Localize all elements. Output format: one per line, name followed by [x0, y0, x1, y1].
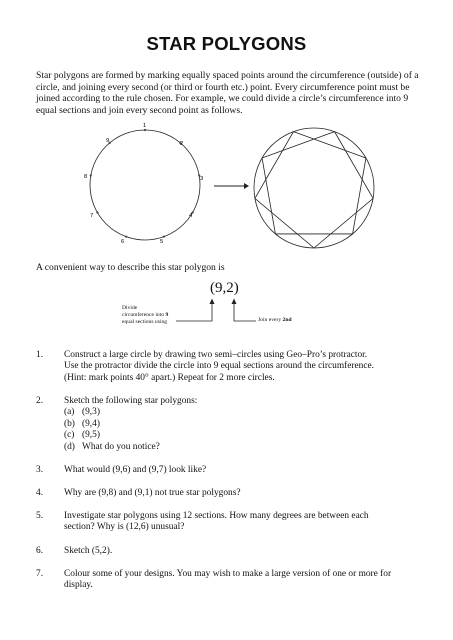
point-label-4: 4: [189, 213, 193, 219]
question-line: Why are (9,8) and (9,1) not true star polygons?: [64, 488, 241, 498]
notation: (9,2): [210, 280, 239, 296]
point-label-8: 8: [84, 174, 88, 180]
sub-question: (b) (9,4): [64, 418, 100, 429]
annotation-arrows: [176, 299, 256, 322]
divided-circle: [90, 130, 200, 240]
annotation-divide-text: circumference into: [122, 312, 166, 319]
annotation-divide-bold: 9: [165, 312, 169, 319]
point-label-5: 5: [160, 239, 164, 245]
annotation-divide-line3: equal sections using: [122, 319, 168, 326]
page-title: STAR POLYGONS: [146, 33, 307, 54]
question-line: Use the protractor divide the circle into 9 equal sections around the circumference.: [64, 361, 375, 372]
star-polygon-9-2: [255, 132, 373, 248]
point-label-3: 3: [200, 176, 204, 182]
question-line: Investigate star polygons using 12 sections. How many degrees are between each: [64, 511, 369, 521]
circle-point-labels: [84, 123, 203, 245]
star-circle: [254, 128, 374, 248]
question-number: 3.: [36, 465, 44, 475]
question-number: 5.: [36, 511, 44, 521]
question-line: display.: [64, 580, 93, 591]
question-line: Sketch the following star polygons:: [64, 396, 198, 406]
question-number: 2.: [36, 396, 44, 406]
question-line: section? Why is (12,6) unusual?: [64, 522, 185, 533]
question-line: What would (9,6) and (9,7) look like?: [64, 465, 207, 475]
point-label-9: 9: [106, 138, 110, 144]
question-line: Colour some of your designs. You may wish to make a large version of one or more for: [64, 569, 392, 579]
question-line: (Hint: mark points 40° apart.) Repeat for 2 more circles.: [64, 372, 275, 383]
sub-question: (d) What do you notice?: [64, 441, 160, 452]
point-label-2: 2: [180, 141, 184, 147]
question-number: 4.: [36, 488, 44, 498]
question-number: 6.: [36, 546, 44, 556]
sub-question: (a) (9,3): [64, 407, 100, 418]
convenient-text: A convenient way to describe this star polygon is: [36, 262, 225, 273]
point-label-1: 1: [143, 123, 147, 129]
sub-question: (c) (9,5): [64, 430, 100, 441]
point-label-6: 6: [121, 239, 125, 245]
right-arrow-icon: [214, 183, 249, 189]
annotation-join: [258, 317, 292, 324]
annotation-divide: [122, 305, 168, 327]
question-line: Construct a large circle by drawing two semi–circles using Geo–Pro’s protractor.: [64, 350, 368, 360]
question-number: 1.: [36, 350, 44, 360]
annotation-join-bold: 2nd: [282, 317, 292, 323]
point-label-7: 7: [90, 213, 94, 219]
intro-paragraph: Star polygons are formed by marking equally spaced points around the circumference (outside) of a circle, and joining every second (or third or fourth etc.) point. Every circumference point must be joined according to the rule chosen. For example, we could divide a circle’s circumference into 9 equal sections and join every second point as follows.: [36, 70, 419, 116]
annotation-join-text: Join every: [258, 317, 283, 323]
annotation-divide-line2: [122, 312, 168, 319]
question-number: 7.: [36, 569, 44, 579]
question-line: Sketch (5,2).: [64, 546, 113, 556]
annotation-divide-line1: Divide: [122, 305, 138, 311]
